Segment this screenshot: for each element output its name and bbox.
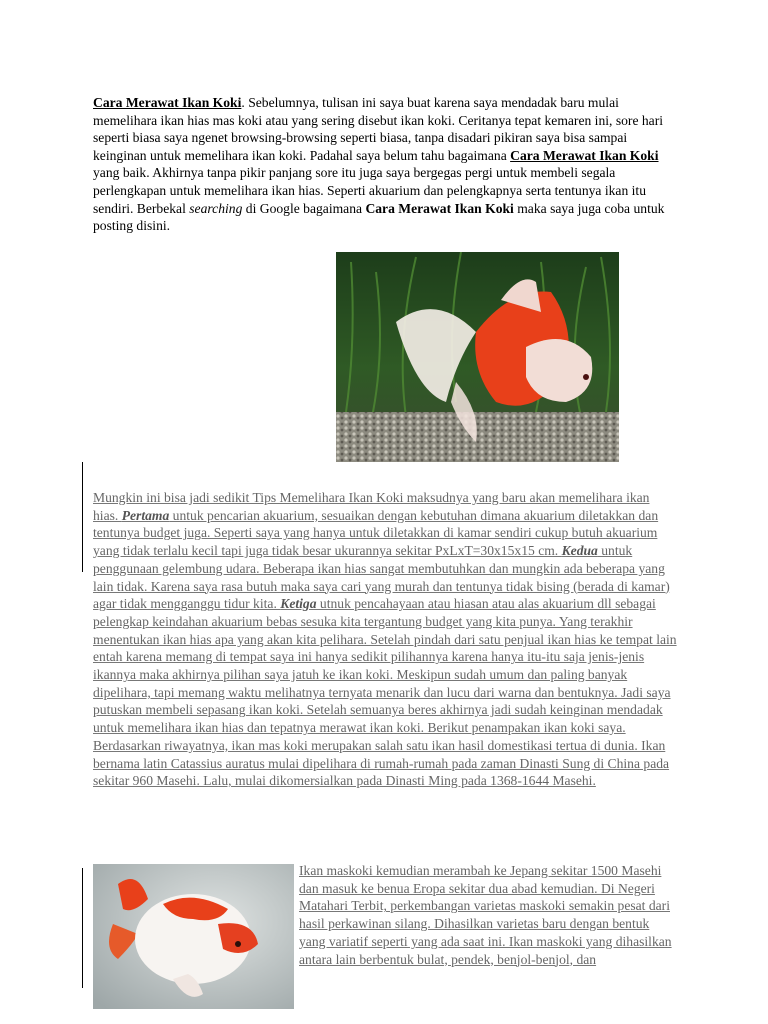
tips-paragraph[interactable] — [93, 489, 677, 790]
goldfish-photo-2 — [93, 864, 294, 1009]
tips-text-2: untuk pencarian akuarium, sesuaikan dengan kebutuhan dimana akuarium diletakkan dan tentunya budget juga. Seperti saya yang hanya untuk diletakkan di kamar sendiri cukup butuh akuarium yang tidak terlalu kecil tapi juga tidak besar ukurannya sekitar PxLxT=30x15x15 cm. — [93, 507, 659, 559]
intro-text-4: maka saya juga coba untuk posting disini. — [93, 200, 665, 234]
intro-text-1: . Sebelumnya, tulisan ini saya buat karena saya mendadak baru mulai memelihara ikan hias mas koki atau yang sering disebut ikan koki. Ceritanya tepat kemaren ini, sore hari seperti biasa saya ngenet browsing-browsing seperti biasa, tanpa disadari pikiran saya bisa sampai keinginan untuk memelihara ikan koki. Padahal saya belum tahu bagaimana — [93, 95, 664, 163]
intro-paragraph — [93, 94, 683, 235]
goldfish-photo-1 — [336, 252, 619, 462]
tips-text-4: utnuk pencahayaan atau hiasan atau alas akuarium dll sebagai pelengkap keindahan akuarium bebas sesuka kita tergantung budget yang kita punya. Yang terakhir menentukan ikan hias apa yang akan kita pelihara. Setelah pindah dari satu penjual ikan hias ke tempat lain entah karena memang di tempat saya ini hanya sedikit pilihannya karena hanya itu-itu saja jenis-jenis ikannya maka akhirnya pilihan saya jatuh ke ikan koki. Meskipun sudah umum dan paling banyak dipelihara, tapi memang waktu melihatnya ternyata menarik dan lucu dari warna dan bentuknya. Jadi saya putuskan membeli sepasang ikan koki. Setelah semuanya beres akhirnya jadi sudah keinginan mendadak untuk memelihara ikan hias dan tepatnya merawat ikan koki. Berikut penampakan ikan koki saya. Berdasarkan riwayatnya, ikan mas koki merupakan salah satu ikan hasil domestikasi tertua di dunia. Ikan bernama latin Catassius auratus mulai dipelihara di rumah-rumah pada zaman Dinasti Sung di China pada sekitar 960 Masehi. Lalu, mulai dikomersialkan pada Dinasti Ming pada 1368-1644 Masehi. — [93, 596, 677, 789]
searching-word: searching — [189, 200, 243, 216]
kedua-label: Kedua — [561, 543, 598, 559]
left-margin-line-2 — [82, 868, 83, 988]
inline-link-cara-merawat[interactable]: Cara Merawat Ikan Koki — [510, 147, 659, 163]
left-margin-line — [82, 462, 83, 572]
title-link[interactable]: Cara Merawat Ikan Koki — [93, 95, 242, 110]
pertama-label: Pertama — [121, 507, 170, 523]
intro-text-2: yang baik. Akhirnya tanpa pikir panjang sore itu juga saya bergegas pergi untuk membeli segala perlengkapan untuk memelihara ikan hias. Seperti akuarium dan pelengkapnya serta tentunya ikan itu sendiri. Berbekal — [93, 165, 647, 216]
tips-text-3: untuk penggunaan gelembung udara. Beberapa ikan hias sangat membutuhkan dan mungkin ada beberapa yang lain tidak. Karena saya rasa butuh maka saya cari yang murah dan tentunya tidak bising (berada di kamar) agar tidak mengganggu tidur kita. — [93, 543, 670, 612]
history-paragraph[interactable]: Ikan maskoki kemudian merambah ke Jepang sekitar 1500 Masehi dan masuk ke benua Eropa sekitar dua abad kemudian. Di Negeri Matahari Terbit, perkembangan varietas maskoki semakin pesat dari hasil perkawinan silang. Dihasilkan varietas baru dengan bentuk yang variatif seperti yang ada saat ini. Ikan maskoki yang dihasilkan antara lain berbentuk bulat, pendek, benjol-benjol, dan — [299, 863, 672, 967]
tips-text-1: Mungkin ini bisa jadi sedikit Tips Memelihara Ikan Koki maksudnya yang baru akan memelihara ikan hias. — [93, 490, 650, 523]
intro-text-3: di Google bagaimana — [242, 200, 366, 216]
bold-keyword: Cara Merawat Ikan Koki — [365, 200, 514, 216]
ketiga-label: Ketiga — [280, 596, 317, 612]
